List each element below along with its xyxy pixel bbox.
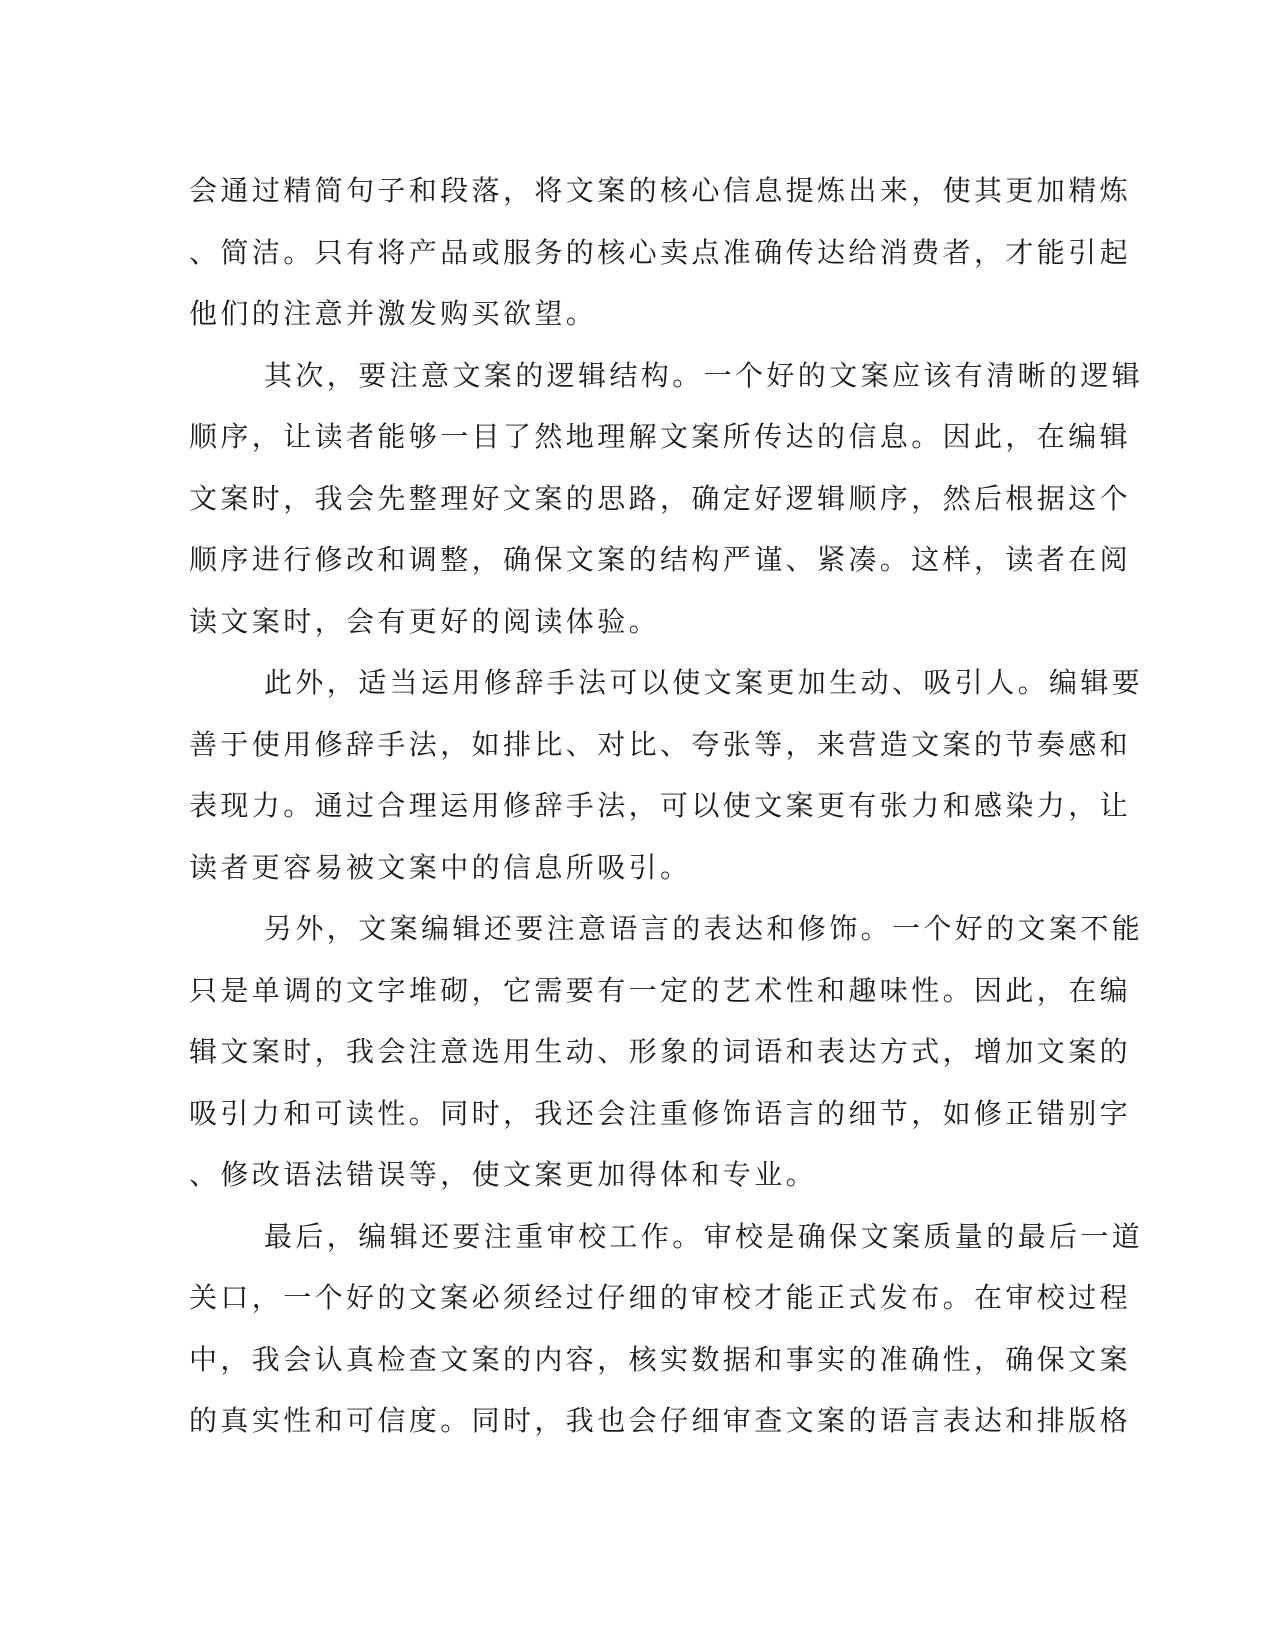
text-line: 文案时，我会先整理好文案的思路，确定好逻辑顺序，然后根据这个	[189, 481, 1132, 515]
text-line: 会通过精简句子和段落，将文案的核心信息提炼出来，使其更加精炼	[189, 174, 1132, 207]
text-line: 的真实性和可信度。同时，我也会仔细审查文案的语言表达和排版格	[189, 1404, 1132, 1437]
text-line: 、修改语法错误等，使文案更加得体和专业。	[189, 1158, 818, 1191]
text-line: 读文案时，会有更好的阅读体验。	[189, 604, 661, 638]
text-line: 关口，一个好的文案必须经过仔细的审校才能正式发布。在审校过程	[189, 1281, 1132, 1314]
text-line: 中，我会认真检查文案的内容，核实数据和事实的准确性，确保文案	[189, 1342, 1132, 1376]
text-line: 、简洁。只有将产品或服务的核心卖点准确传达给消费者，才能引起	[189, 235, 1132, 269]
text-line: 他们的注意并激发购买欲望。	[189, 297, 598, 330]
text-line: 辑文案时，我会注意选用生动、形象的词语和表达方式，增加文案的	[189, 1035, 1132, 1068]
text-line: 只是单调的文字堆砌，它需要有一定的艺术性和趣味性。因此，在编	[189, 973, 1132, 1007]
paragraph-first-line: 最后，编辑还要注重审校工作。审校是确保文案质量的最后一道	[264, 1219, 1144, 1253]
text-line: 善于使用修辞手法，如排比、对比、夸张等，来营造文案的节奏感和	[189, 727, 1132, 761]
text-line: 顺序，让读者能够一目了然地理解文案所传达的信息。因此，在编辑	[189, 420, 1132, 453]
body-text	[189, 160, 1144, 1452]
text-line: 表现力。通过合理运用修辞手法，可以使文案更有张力和感染力，让	[189, 789, 1132, 822]
paragraph-first-line: 另外，文案编辑还要注意语言的表达和修饰。一个好的文案不能	[264, 912, 1144, 945]
text-line: 读者更容易被文案中的信息所吸引。	[189, 850, 692, 884]
paragraph-first-line: 此外，适当运用修辞手法可以使文案更加生动、吸引人。编辑要	[264, 666, 1144, 699]
text-line: 顺序进行修改和调整，确保文案的结构严谨、紧凑。这样，读者在阅	[189, 543, 1132, 576]
paragraph-first-line: 其次，要注意文案的逻辑结构。一个好的文案应该有清晰的逻辑	[264, 358, 1144, 392]
text-line: 吸引力和可读性。同时，我还会注重修饰语言的细节，如修正错别字	[189, 1096, 1132, 1130]
